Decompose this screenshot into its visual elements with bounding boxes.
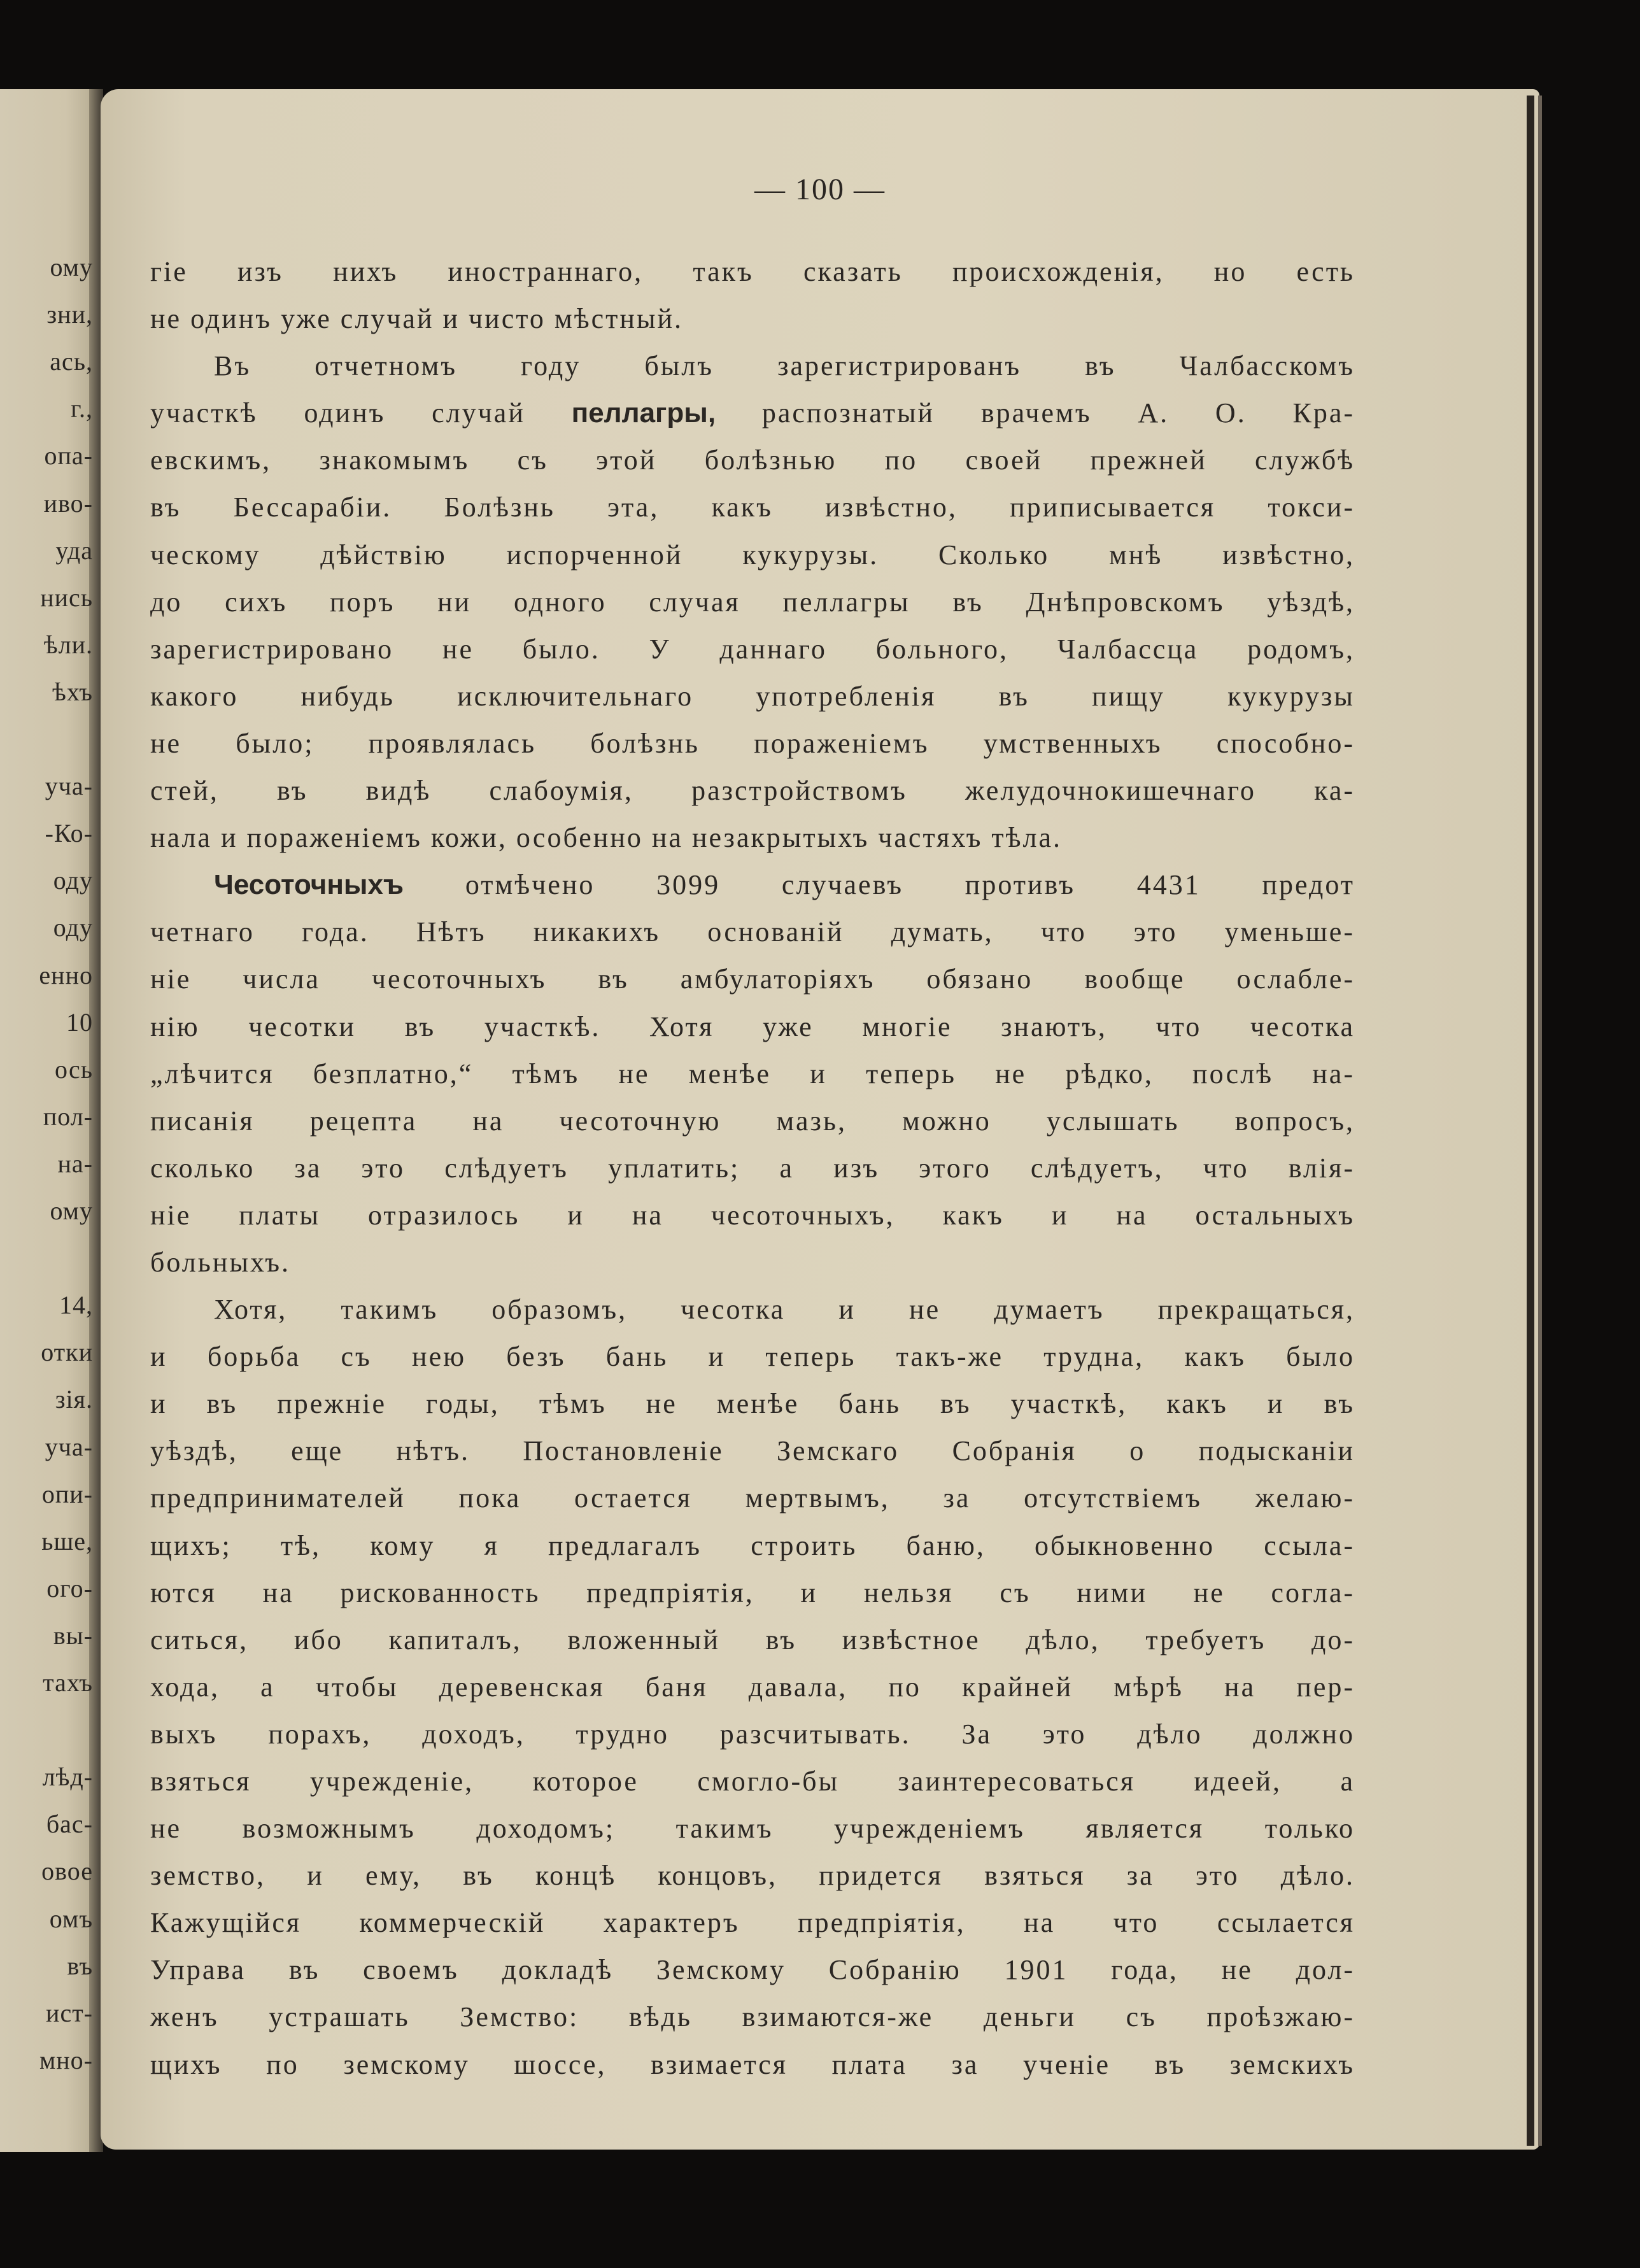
left-page-fragment: мно- [39,2045,93,2074]
left-page-fragment: овое [41,1857,93,1886]
text-line: въ Бессарабіи. Болѣзнь эта, какъ извѣстно, приписывается токси- [150,492,1355,523]
left-page-fragment: лѣд- [42,1762,93,1792]
left-page-fragment: въ [67,1951,93,1980]
page-number: — 100 — [754,173,886,206]
text-line: щихъ; тѣ, кому я предлагалъ строить баню, обыкновенно ссыла- [150,1529,1355,1561]
text-run: отмѣчено 3099 случаевъ противъ 4431 предот [404,869,1355,901]
left-page-fragment: ѣхъ [52,677,93,706]
left-page-fragment: уча- [45,1432,93,1461]
left-page-fragment: на- [57,1149,93,1178]
left-page-fragment: г., [71,394,93,423]
text-line: гіе изъ нихъ иностраннаго, такъ сказать происхожденія, но есть [150,256,1355,287]
text-line: „лѣчится безплатно,“ тѣмъ не менѣе и теперь не рѣдко, послѣ на- [150,1058,1355,1089]
text-line: какого нибудь исключительнаго употребленія въ пищу кукурузы [150,680,1355,712]
text-line: и въ прежніе годы, тѣмъ не менѣе бань въ участкѣ, какъ и въ [150,1388,1355,1420]
left-page-fragment: бас- [46,1810,93,1839]
text-line: нала и пораженіемъ кожи, особенно на незакрытыхъ частяхъ тѣла. [150,822,1063,854]
text-line: евскимъ, знакомымъ съ этой болѣзнью по своей прежней службѣ [150,444,1355,476]
text-line: ситься, ибо капиталъ, вложенный въ извѣстное дѣло, требуетъ до- [150,1624,1355,1655]
left-page-fragment: -Ко- [45,819,93,848]
left-page-fragment: омъ [49,1904,93,1933]
text-line: ются на рискованность предпріятія, и нельзя съ ними не согла- [150,1577,1355,1608]
left-page-fragment: тахъ [43,1668,93,1697]
left-page-fragment: уда [55,535,93,565]
left-page-fragment: пол- [43,1102,93,1131]
text-line: хода, а чтобы деревенская баня давала, по крайней мѣрѣ на пер- [150,1671,1355,1703]
left-page-fragment: зни, [46,300,93,329]
left-page-fragment: зія. [55,1385,93,1414]
text-line: не одинъ уже случай и чисто мѣстный. [150,303,684,335]
bold-term-pellagra: пеллагры, [571,397,716,429]
left-page-fragment: отки [41,1338,93,1367]
text-line: стей, въ видѣ слабоумія, разстройствомъ желудочнокишечнаго ка- [150,775,1355,807]
text-line: выхъ порахъ, доходъ, трудно разсчитывать. За это дѣло должно [150,1718,1355,1750]
book-edge [1527,96,1534,2146]
text-line: взяться учрежденіе, которое смогло-бы заинтересоваться идеей, а [150,1766,1355,1797]
left-page-fragment: ого- [46,1573,93,1603]
left-page-fragment: ось [55,1054,93,1084]
text-line: писанія рецепта на чесоточную мазь, можно услышать вопросъ, [150,1105,1355,1137]
text-line: земство, и ему, въ концѣ концовъ, придется взяться за это дѣло. [150,1860,1355,1892]
left-page-fragment: ому [50,253,93,281]
text-line: Кажущійся коммерческій характеръ предпріятія, на что ссылается [150,1907,1355,1939]
left-page-fragment: ист- [46,1998,93,2027]
left-page-fragment: опи- [41,1479,93,1508]
text-line: Въ отчетномъ году былъ зарегистрированъ въ Чалбасскомъ [214,350,1355,382]
text-line: ніе числа чесоточныхъ въ амбулаторіяхъ обязано вообще ослабле- [150,963,1355,995]
left-page-fragment: оду [53,913,93,942]
text-line: не было; проявлялась болѣзнь пораженіемъ умственныхъ способно- [150,727,1355,759]
text-line: не возможнымъ доходомъ; такимъ учрежденіемъ является только [150,1813,1355,1845]
left-page-fragment: вы- [53,1620,93,1650]
left-page-fragment: ому [50,1196,93,1225]
text-line: щихъ по земскому шоссе, взимается плата за ученіе въ земскихъ [150,2048,1355,2080]
left-page-fragment: енно [39,960,93,989]
text-line [150,861,1355,909]
text-line: Управа въ своемъ докладѣ Земскому Собранію 1901 года, не дол- [150,1954,1355,1986]
text-line: нію чесотки въ участкѣ. Хотя уже многіе знаютъ, что чесотка [150,1010,1355,1042]
left-page-fragment: 14, [59,1291,93,1320]
text-line: предпринимателей пока остается мертвымъ, за отсутствіемъ желаю- [150,1482,1355,1514]
text-line: до сихъ поръ ни одного случая пеллагры въ Днѣпровскомъ уѣздѣ, [150,586,1355,618]
text-line: сколько за это слѣдуетъ уплатить; а изъ этого слѣдуетъ, что влія- [150,1152,1355,1184]
text-run: распознатый врачемъ А. О. Кра- [716,397,1355,429]
text-line: зарегистрировано не было. У даннаго больного, Чалбассца родомъ, [150,633,1355,665]
text-line: четнаго года. Нѣтъ никакихъ основаній думать, что это уменьше- [150,916,1355,948]
left-page-fragment: ѣли. [43,630,93,659]
left-page-fragment: уча- [45,772,93,801]
left-page-fragment: ась, [50,347,93,376]
text-line: больныхъ. [150,1246,291,1278]
book-edge-highlight [1538,96,1542,2146]
left-page-fragment: иво- [43,488,93,518]
left-page-fragment: нись [40,583,93,612]
text-line: женъ устрашать Земство: вѣдь взимаются-же деньги съ проѣзжаю- [150,2001,1355,2033]
left-page-fragment: ьше, [41,1526,93,1556]
text-line: и борьба съ нею безъ бань и теперь такъ-же трудна, какъ было [150,1341,1355,1373]
text-line: ческому дѣйствію испорченной кукурузы. Сколько мнѣ извѣстно, [150,539,1355,571]
text-line: Хотя, такимъ образомъ, чесотка и не думаетъ прекращаться, [214,1294,1355,1326]
text-run: участкѣ одинъ случай [150,397,572,429]
left-page-fragment: опа- [44,441,93,471]
text-line: уѣздѣ, еще нѣтъ. Постановленіе Земскаго Собранія о подысканіи [150,1435,1355,1467]
text-line [150,390,1355,437]
left-page-fragment: 10 [66,1007,93,1037]
bold-term-scabies: Чесоточныхъ [214,869,404,901]
left-page-fragment: оду [53,866,93,895]
page-text [150,248,1355,2088]
text-line: ніе платы отразилось и на чесоточныхъ, какъ и на остальныхъ [150,1199,1355,1231]
